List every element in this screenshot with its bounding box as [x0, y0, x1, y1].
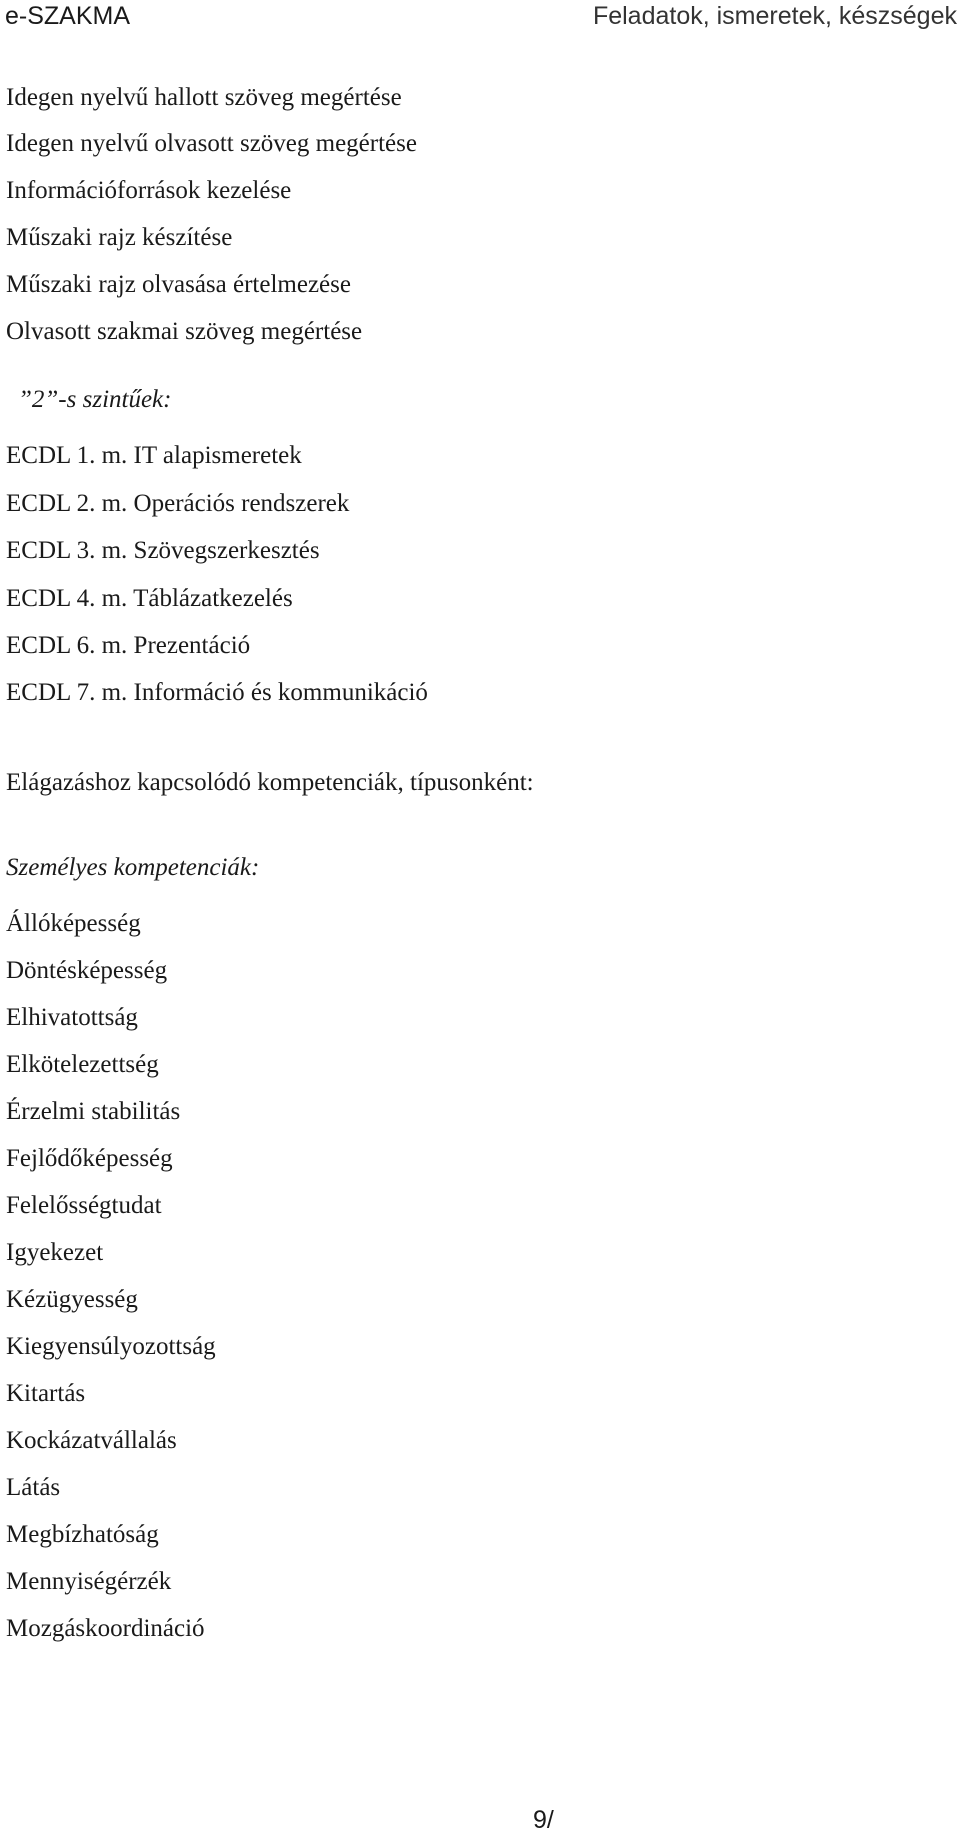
competency-item: Fejlődőképesség: [6, 1145, 173, 1172]
personal-competencies-heading: Személyes kompetenciák:: [6, 854, 260, 881]
level2-heading: ”2”-s szintűek:: [18, 386, 172, 413]
branch-competencies-heading: Elágazáshoz kapcsolódó kompetenciák, típusonként:: [6, 769, 534, 796]
ecdl-item: ECDL 3. m. Szövegszerkesztés: [6, 537, 320, 564]
competency-item: Állóképesség: [6, 910, 141, 937]
competency-item: Döntésképesség: [6, 957, 168, 984]
skill-item: Idegen nyelvű olvasott szöveg megértése: [6, 130, 417, 157]
competency-item: Kézügyesség: [6, 1286, 138, 1313]
ecdl-item: ECDL 2. m. Operációs rendszerek: [6, 490, 350, 517]
page-number: 9/: [533, 1806, 554, 1834]
competency-item: Kockázatvállalás: [6, 1427, 177, 1454]
skill-item: Műszaki rajz olvasása értelmezése: [6, 271, 351, 298]
competency-item: Látás: [6, 1474, 61, 1501]
competency-item: Érzelmi stabilitás: [6, 1098, 181, 1125]
ecdl-item: ECDL 1. m. IT alapismeretek: [6, 442, 302, 469]
skill-item: Idegen nyelvű hallott szöveg megértése: [6, 84, 402, 111]
competency-item: Megbízhatóság: [6, 1521, 159, 1548]
competency-item: Elkötelezettség: [6, 1051, 159, 1078]
ecdl-item: ECDL 4. m. Táblázatkezelés: [6, 585, 293, 612]
competency-item: Igyekezet: [6, 1239, 104, 1266]
skill-item: Információforrások kezelése: [6, 177, 292, 204]
ecdl-item: ECDL 6. m. Prezentáció: [6, 632, 251, 659]
skill-item: Olvasott szakmai szöveg megértése: [6, 318, 363, 345]
skill-item: Műszaki rajz készítése: [6, 224, 233, 251]
competency-item: Kiegyensúlyozottság: [6, 1333, 216, 1360]
competency-item: Elhivatottság: [6, 1004, 138, 1031]
page-header: [0, 0, 960, 40]
competency-item: Mozgáskoordináció: [6, 1615, 205, 1642]
header-right-title: Feladatok, ismeretek, készségek: [592, 2, 957, 30]
competency-item: Kitartás: [6, 1380, 86, 1407]
header-left-title: e-SZAKMA: [5, 2, 131, 30]
competency-item: Mennyiségérzék: [6, 1568, 172, 1595]
ecdl-item: ECDL 7. m. Információ és kommunikáció: [6, 679, 428, 706]
competency-item: Felelősségtudat: [6, 1192, 162, 1219]
